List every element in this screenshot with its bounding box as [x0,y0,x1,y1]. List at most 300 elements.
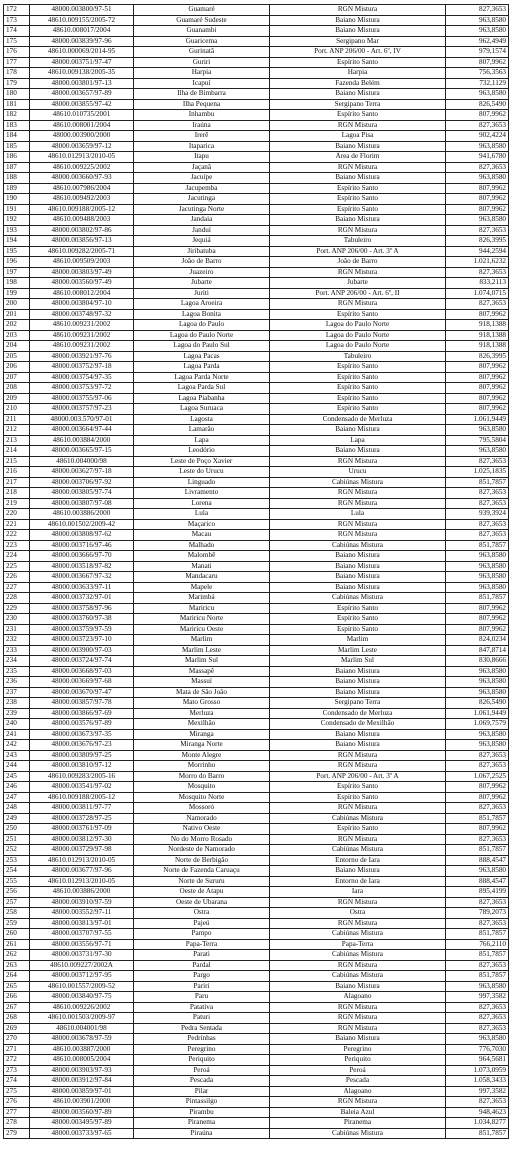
field-name-cell: Ostra [134,908,270,919]
process-number-cell: 48000.003518/97-82 [30,561,134,572]
field-name-cell: Paturi [134,1013,270,1024]
reference-oil-cell: Espírito Santo [270,57,446,68]
reference-oil-cell: Espírito Santo [270,183,446,194]
table-row [4,488,509,499]
reference-oil-cell: Marlim Leste [270,645,446,656]
row-number-cell: 278 [4,1118,30,1129]
row-number-cell: 219 [4,498,30,509]
row-number-cell: 215 [4,456,30,467]
row-number-cell: 187 [4,162,30,173]
field-name-cell: Icapuí [134,78,270,89]
field-name-cell: Lagoa Aroeira [134,299,270,310]
field-name-cell: Lagoa Piabanha [134,393,270,404]
process-number-cell: 48000.003673/97-35 [30,729,134,740]
reference-oil-cell: Baiano Mistura [270,561,446,572]
reference-oil-cell: RGN Mistura [270,750,446,761]
process-number-cell: 48000.003552/97-11 [30,908,134,919]
field-name-cell: Lagoa Parda [134,362,270,373]
process-number-cell: 48610.003884/2000 [30,435,134,446]
process-number-cell: 48000.003812/97-30 [30,834,134,845]
table-row [4,36,509,47]
process-number-cell: 48000.003808/97-62 [30,530,134,541]
field-name-cell: Leodório [134,446,270,457]
reference-oil-cell: RGN Mistura [270,1002,446,1013]
field-name-cell: Manati [134,561,270,572]
table-row [4,740,509,751]
field-name-cell: Massapê [134,666,270,677]
price-value-cell: 807,9962 [446,383,509,394]
field-name-cell: Irerê [134,131,270,142]
process-number-cell: 48000.003669/97-68 [30,677,134,688]
reference-oil-cell: RGN Mistura [270,299,446,310]
table-row [4,110,509,121]
process-number-cell: 48000.003803/97-49 [30,267,134,278]
row-number-cell: 218 [4,488,30,499]
reference-oil-cell: Espírito Santo [270,624,446,635]
field-name-cell: Ilha Pequena [134,99,270,110]
table-row [4,68,509,79]
price-value-cell: 826,5490 [446,99,509,110]
process-number-cell: 48610.012913/2010-05 [30,152,134,163]
reference-oil-cell: Condensado de Merluza [270,708,446,719]
table-row [4,824,509,835]
price-value-cell: 1.073,0959 [446,1065,509,1076]
price-value-cell: 807,9962 [446,624,509,635]
row-number-cell: 266 [4,992,30,1003]
row-number-cell: 209 [4,393,30,404]
field-name-cell: Pampo [134,929,270,940]
field-name-cell: Linguado [134,477,270,488]
row-number-cell: 247 [4,792,30,803]
field-name-cell: Lagosta [134,414,270,425]
reference-oil-cell: Urucu [270,467,446,478]
field-name-cell: Pajeú [134,918,270,929]
table-row [4,99,509,110]
process-number-cell: 48610.008001/2004 [30,120,134,131]
reference-oil-cell: Port. ANP 206/00 - Art. 3º A [270,771,446,782]
price-value-cell: 1.069,7579 [446,719,509,730]
table-row [4,519,509,530]
process-number-cell: 48610.004001/98 [30,1023,134,1034]
process-number-cell: 48610.012913/2010-05 [30,876,134,887]
reference-oil-cell: RGN Mistura [270,834,446,845]
price-value-cell: 807,9962 [446,782,509,793]
process-number-cell: 48000.003751/97-47 [30,57,134,68]
row-number-cell: 201 [4,309,30,320]
row-number-cell: 234 [4,656,30,667]
process-number-cell: 48610.007986/2004 [30,183,134,194]
reference-oil-cell: Condensado de Merluza [270,414,446,425]
reference-oil-cell: Entorno de Iara [270,855,446,866]
row-number-cell: 255 [4,876,30,887]
table-row [4,1034,509,1045]
row-number-cell: 204 [4,341,30,352]
process-number-cell: 48610.003886/2000 [30,887,134,898]
table-row [4,782,509,793]
row-number-cell: 172 [4,5,30,16]
price-value-cell: 807,9962 [446,372,509,383]
process-number-cell: 48000.003866/97-69 [30,708,134,719]
reference-oil-cell: Baiano Mistura [270,551,446,562]
row-number-cell: 277 [4,1107,30,1118]
row-number-cell: 274 [4,1076,30,1087]
table-row [4,635,509,646]
price-value-cell: 827,3653 [446,1023,509,1034]
table-row [4,1023,509,1034]
field-name-cell: Guamaré [134,5,270,16]
field-name-cell: Paru [134,992,270,1003]
process-number-cell: 48610.008017/2004 [30,26,134,37]
row-number-cell: 221 [4,519,30,530]
reference-oil-cell: Cabiúnas Mistura [270,477,446,488]
reference-oil-cell: Espírito Santo [270,309,446,320]
table-row [4,131,509,142]
row-number-cell: 199 [4,288,30,299]
price-value-cell: 827,3653 [446,120,509,131]
process-number-cell: 48610.009231/2002 [30,320,134,331]
reference-oil-cell: Baiano Mistura [270,981,446,992]
field-name-cell: Marimbá [134,593,270,604]
table-row [4,372,509,383]
table-row [4,866,509,877]
reference-oil-cell: RGN Mistura [270,918,446,929]
price-value-cell: 1.021,6232 [446,257,509,268]
field-name-cell: Mandacaru [134,572,270,583]
price-value-cell: 888,4547 [446,876,509,887]
field-name-cell: Mata de São João [134,687,270,698]
row-number-cell: 213 [4,435,30,446]
process-number-cell: 48610.009155/2005-72 [30,15,134,26]
price-value-cell: 1.034,8277 [446,1118,509,1129]
row-number-cell: 224 [4,551,30,562]
row-number-cell: 232 [4,635,30,646]
reference-oil-cell: Lagoa do Paulo Norte [270,320,446,331]
row-number-cell: 236 [4,677,30,688]
field-name-cell: Jacutinga Norte [134,204,270,215]
reference-oil-cell: Cabiúnas Mistura [270,929,446,940]
process-number-cell: 48000.003811/97-77 [30,803,134,814]
field-name-cell: Guaricema [134,36,270,47]
row-number-cell: 257 [4,897,30,908]
row-number-cell: 245 [4,771,30,782]
process-number-cell: 48000.003805/97-74 [30,488,134,499]
process-number-cell: 48000.003678/97-59 [30,1034,134,1045]
price-value-cell: 851,7857 [446,593,509,604]
field-name-cell: Piranema [134,1118,270,1129]
reference-oil-cell: Baiano Mistura [270,1034,446,1045]
row-number-cell: 228 [4,593,30,604]
price-value-cell: 963,8580 [446,215,509,226]
table-row [4,656,509,667]
process-number-cell: 48000.003664/97-44 [30,425,134,436]
table-row [4,960,509,971]
reference-oil-cell: Baiano Mistura [270,866,446,877]
process-number-cell: 48000.003728/97-25 [30,813,134,824]
table-row [4,624,509,635]
field-name-cell: Lula [134,509,270,520]
row-number-cell: 243 [4,750,30,761]
process-number-cell: 48000.003802/97-86 [30,225,134,236]
price-value-cell: 795,5804 [446,435,509,446]
row-number-cell: 186 [4,152,30,163]
row-number-cell: 275 [4,1086,30,1097]
price-value-cell: 827,3653 [446,1002,509,1013]
price-value-cell: 827,3653 [446,1013,509,1024]
reference-oil-cell: Baiano Mistura [270,582,446,593]
price-value-cell: 963,8580 [446,981,509,992]
process-number-cell: 48000.003667/97-32 [30,572,134,583]
price-value-cell: 851,7857 [446,813,509,824]
price-value-cell: 948,4623 [446,1107,509,1118]
row-number-cell: 254 [4,866,30,877]
process-number-cell: 48610.009226/2002 [30,1002,134,1013]
field-name-cell: Parati [134,950,270,961]
table-row [4,194,509,205]
price-value-cell: 963,8580 [446,425,509,436]
price-value-cell: 963,8580 [446,551,509,562]
row-number-cell: 207 [4,372,30,383]
row-number-cell: 259 [4,918,30,929]
table-row [4,309,509,320]
field-name-cell: Itapu [134,152,270,163]
process-number-cell: 48000.003556/97-71 [30,939,134,950]
process-number-cell: 48000.003732/97-01 [30,593,134,604]
process-number-cell: 48610.003887/2000 [30,1044,134,1055]
field-name-cell: Harpia [134,68,270,79]
process-number-cell: 48000.003903/97-93 [30,1065,134,1076]
reference-oil-cell: RGN Mistura [270,456,446,467]
process-number-cell: 48000.003752/97-18 [30,362,134,373]
reference-oil-cell: Ostra [270,908,446,919]
field-name-cell: Mato Grosso [134,698,270,709]
reference-oil-cell: Baiano Mistura [270,572,446,583]
field-name-cell: Lagoa do Paulo Norte [134,330,270,341]
row-number-cell: 202 [4,320,30,331]
process-number-cell: 48610.008012/2004 [30,288,134,299]
price-value-cell: 827,3653 [446,225,509,236]
reference-oil-cell: RGN Mistura [270,1023,446,1034]
process-number-cell: 48000.003660/97-93 [30,173,134,184]
process-number-cell: 48000.003712/97-95 [30,971,134,982]
row-number-cell: 174 [4,26,30,37]
row-number-cell: 279 [4,1128,30,1139]
reference-oil-cell: Harpia [270,68,446,79]
reference-oil-cell: Sergipano Terra [270,698,446,709]
row-number-cell: 189 [4,183,30,194]
price-value-cell: 807,9962 [446,110,509,121]
field-name-cell: Mossoró [134,803,270,814]
row-number-cell: 208 [4,383,30,394]
field-name-cell: Jaçanã [134,162,270,173]
process-number-cell: 48610.009509/2003 [30,257,134,268]
row-number-cell: 183 [4,120,30,131]
price-value-cell: 827,3653 [446,1097,509,1108]
process-number-cell: 48610.000069/2014-95 [30,47,134,58]
price-value-cell: 789,2073 [446,908,509,919]
process-number-cell: 48000.003.570/97-01 [30,414,134,425]
reference-oil-cell: Baiano Mistura [270,425,446,436]
reference-oil-cell: Cabiúnas Mistura [270,1128,446,1139]
price-value-cell: 918,1388 [446,330,509,341]
process-number-cell: 48000.003748/97-32 [30,309,134,320]
table-row [4,351,509,362]
price-value-cell: 827,3653 [446,960,509,971]
table-row [4,950,509,961]
table-row [4,246,509,257]
price-value-cell: 963,8580 [446,729,509,740]
reference-oil-cell: Espírito Santo [270,362,446,373]
process-number-cell: 48000.003668/97-03 [30,666,134,677]
field-name-cell: Marlim Leste [134,645,270,656]
reference-oil-cell: Lagoa do Paulo Norte [270,341,446,352]
field-name-cell: Juazeiro [134,267,270,278]
row-number-cell: 196 [4,257,30,268]
price-value-cell: 833,2113 [446,278,509,289]
reference-oil-cell: Cabiúnas Mistura [270,593,446,604]
process-number-cell: 48610.010735/2001 [30,110,134,121]
table-row [4,687,509,698]
reference-oil-cell: Espírito Santo [270,372,446,383]
field-name-cell: Mapele [134,582,270,593]
reference-oil-cell: Fazenda Belém [270,78,446,89]
price-value-cell: 963,8580 [446,26,509,37]
reference-oil-cell: Baiano Mistura [270,215,446,226]
row-number-cell: 176 [4,47,30,58]
process-number-cell: 48000.003707/97-55 [30,929,134,940]
reference-oil-cell: RGN Mistura [270,530,446,541]
price-value-cell: 964,5681 [446,1055,509,1066]
process-number-cell: 48610.009227/2002A [30,960,134,971]
process-number-cell: 48000.003724/97-74 [30,656,134,667]
table-row [4,435,509,446]
table-row [4,971,509,982]
reference-oil-cell: Espírito Santo [270,204,446,215]
field-name-cell: Inhambu [134,110,270,121]
field-name-cell: Norte de Berbigão [134,855,270,866]
row-number-cell: 248 [4,803,30,814]
process-number-cell: 48610.012913/2010-05 [30,855,134,866]
field-name-cell: Piraúna [134,1128,270,1139]
table-row [4,614,509,625]
reference-oil-cell: RGN Mistura [270,761,446,772]
process-number-cell: 48000.003676/97-23 [30,740,134,751]
field-name-cell: Mosquito [134,782,270,793]
table-row [4,834,509,845]
table-row [4,120,509,131]
process-number-cell: 48610.009492/2003 [30,194,134,205]
table-row [4,551,509,562]
row-number-cell: 212 [4,425,30,436]
field-name-cell: Merluza [134,708,270,719]
row-number-cell: 261 [4,939,30,950]
price-value-cell: 1.061,9449 [446,708,509,719]
field-name-cell: Lagoa Pacas [134,351,270,362]
process-number-cell: 48000.003753/97-72 [30,383,134,394]
table-row [4,162,509,173]
price-value-cell: 895,4199 [446,887,509,898]
table-row [4,992,509,1003]
field-name-cell: Juriti [134,288,270,299]
field-name-cell: Malombê [134,551,270,562]
table-row [4,698,509,709]
reference-oil-cell: Baiano Mistura [270,446,446,457]
table-row [4,183,509,194]
process-number-cell: 48000.003900/97-03 [30,645,134,656]
process-number-cell: 48000.003754/97-35 [30,372,134,383]
table-row [4,1065,509,1076]
price-value-cell: 807,9962 [446,404,509,415]
process-number-cell: 48610.008005/2004 [30,1055,134,1066]
reference-oil-cell: Espírito Santo [270,194,446,205]
table-row [4,173,509,184]
field-name-cell: Ilha de Bimbarra [134,89,270,100]
table-row [4,908,509,919]
price-value-cell: 756,3563 [446,68,509,79]
process-number-cell: 48000.003856/97-13 [30,236,134,247]
price-value-cell: 827,3653 [446,897,509,908]
price-value-cell: 827,3653 [446,761,509,772]
reference-oil-cell: RGN Mistura [270,803,446,814]
row-number-cell: 178 [4,68,30,79]
table-row [4,666,509,677]
field-name-cell: Mexilhão [134,719,270,730]
table-row [4,771,509,782]
table-row [4,561,509,572]
row-number-cell: 198 [4,278,30,289]
field-name-cell: Norte de Fazenda Caruaçu [134,866,270,877]
reference-oil-cell: Alagoano [270,992,446,1003]
row-number-cell: 214 [4,446,30,457]
row-number-cell: 272 [4,1055,30,1066]
price-value-cell: 1.074,0715 [446,288,509,299]
table-row [4,404,509,415]
table-row [4,876,509,887]
reference-oil-cell: Lagoa do Paulo Norte [270,330,446,341]
row-number-cell: 191 [4,204,30,215]
process-number-cell: 48000.003677/97-96 [30,866,134,877]
price-value-cell: 827,3653 [446,803,509,814]
process-number-cell: 48000.003859/97-01 [30,1086,134,1097]
reference-oil-cell: Lula [270,509,446,520]
process-number-cell: 48610.009488/2003 [30,215,134,226]
process-number-cell: 48000.003912/97-84 [30,1076,134,1087]
price-value-cell: 766,2110 [446,939,509,950]
field-name-cell: Guriri [134,57,270,68]
field-name-cell: Malhado [134,540,270,551]
row-number-cell: 263 [4,960,30,971]
reference-oil-cell: Baiano Mistura [270,15,446,26]
field-name-cell: Lapa [134,435,270,446]
table-row [4,918,509,929]
price-value-cell: 963,8580 [446,561,509,572]
reference-oil-cell: Espírito Santo [270,782,446,793]
process-number-cell: 48000.003706/97-92 [30,477,134,488]
price-value-cell: 1.025,1835 [446,467,509,478]
reference-oil-cell: Espírito Santo [270,824,446,835]
reference-oil-cell: Jubarte [270,278,446,289]
row-number-cell: 252 [4,845,30,856]
table-row [4,89,509,100]
reference-oil-cell: RGN Mistura [270,120,446,131]
process-number-cell: 48000.003541/97-02 [30,782,134,793]
process-number-cell: 48610.001557/2009-52 [30,981,134,992]
row-number-cell: 195 [4,246,30,257]
process-number-cell: 48000.003627/97-18 [30,467,134,478]
price-value-cell: 963,8580 [446,866,509,877]
process-number-cell: 48610.003901/2000 [30,1097,134,1108]
table-row [4,425,509,436]
field-name-cell: Lagoa Suruaca [134,404,270,415]
